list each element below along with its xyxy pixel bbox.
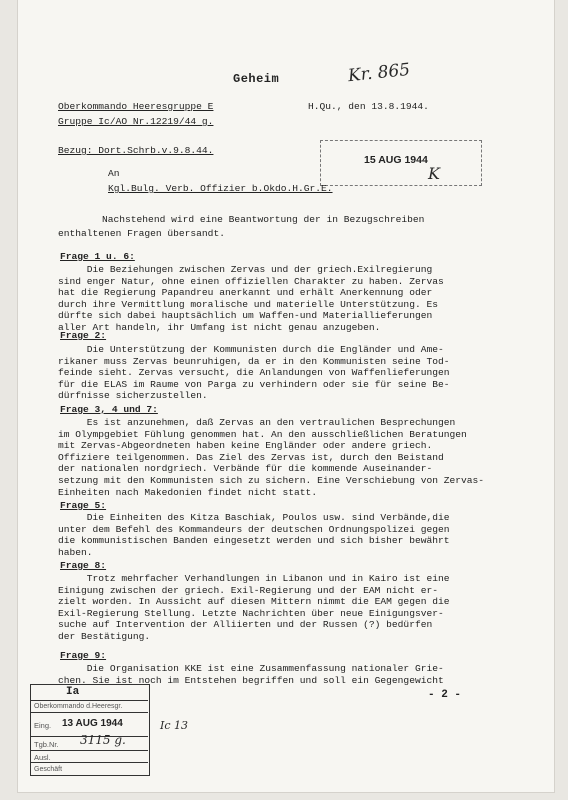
received-stamp-date: 15 AUG 1944 — [364, 154, 428, 166]
registry-org: Oberkommando d.Heeresgr. — [34, 703, 123, 710]
section-heading-6: Frage 9: — [60, 650, 107, 661]
recipient: Kgl.Bulg. Verb. Offizier b.Okdo.H.Gr.E. — [108, 183, 333, 194]
place-date: H.Qu., den 13.8.1944. — [308, 101, 429, 112]
section-3-line: Einheiten nach Makedonien findet nicht statt. — [58, 486, 318, 498]
section-6-line: Die Organisation KKE ist eine Zusammenfassung nationaler Grie- — [58, 663, 444, 674]
an-label: An — [108, 168, 120, 179]
intro-line-1: Nachstehend wird eine Beantwortung der in Bezugschreiben — [102, 214, 425, 225]
section-5-line: Trotz mehrfacher Verhandlungen in Libanon und in Kairo ist eine — [58, 573, 450, 584]
section-5-line: suche auf Intervention der Alliierten und der Russen (?) bedürfen — [58, 619, 433, 631]
section-5-line: zielt worden. In Aussicht auf diesen Mittern nimmt die EAM gegen die — [58, 596, 450, 608]
margin-handwritten-note: Ic 13 — [160, 719, 188, 732]
registry-eing-label: Eing. — [34, 721, 52, 730]
section-body-6 — [58, 663, 444, 686]
section-4-line: haben. — [58, 546, 93, 558]
bezug-line: Bezug: Dort.Schrb.v.9.8.44. — [58, 145, 214, 156]
section-3-line: Offiziere teilgenommen. Das Ziel des Zervas ist, durch den Beistand — [58, 451, 444, 463]
gruppe-line: Gruppe Ic/AO Nr.12219/44 g. — [58, 116, 214, 127]
section-5-line: Einigung zwischen der griech. Exil-Regierung und der EAM nicht er- — [58, 584, 438, 596]
section-body-2 — [58, 344, 450, 402]
handwritten-reference: Kr. 865 — [347, 59, 412, 87]
section-3-line: im Olympgebiet Fühlung genommen hat. An den ausschließlichen Beratungen — [58, 428, 467, 440]
section-2-line: für die ELAS im Raume von Parga zu verhindern oder sie für seine Be- — [58, 378, 450, 390]
section-3-line: der nationalen nordgriech. Verbände für die kommende Auseinander- — [58, 463, 433, 475]
section-5-line: der Bestätigung. — [58, 630, 151, 642]
registry-tgb-label: Tgb.Nr. — [34, 740, 59, 749]
page-number: - 2 - — [428, 689, 462, 701]
section-heading-3: Frage 3, 4 und 7: — [60, 404, 158, 415]
registry-ausl-label: Ausl. — [34, 753, 51, 762]
section-4-line: die kommunistischen Banden eingesetzt werden und sich bisher bewährt — [58, 535, 450, 547]
section-2-line: dürfnisse sicherzustellen. — [58, 390, 208, 402]
section-6-line: chen. Sie ist noch im Entstehen begriffen und soll ein Gegengewicht — [58, 674, 444, 686]
section-1-line: durch ihre Vermittlung moralische und materielle Unterstützung. Es — [58, 298, 438, 310]
section-heading-2: Frage 2: — [60, 330, 107, 341]
section-1-line: Die Beziehungen zwischen Zervas und der griech.Exilregierung — [58, 264, 433, 275]
org-line: Oberkommando Heeresgruppe E — [58, 101, 214, 112]
section-heading-4: Frage 5: — [60, 500, 107, 511]
registry-gesch-label: Geschäft — [34, 766, 63, 773]
classification-title: Geheim — [233, 72, 280, 86]
section-heading-5: Frage 8: — [60, 560, 107, 571]
received-stamp-initials: K — [428, 164, 440, 183]
registry-tgb-value: 3115 g. — [80, 733, 126, 747]
section-2-line: Die Unterstützung der Kommunisten durch die Engländer und Ame- — [58, 344, 444, 355]
section-3-line: setzung mit den Kommunisten sich zu sichern. Eine Verschiebung von Zervas- — [58, 474, 485, 486]
section-body-4 — [58, 512, 450, 558]
section-3-line: mit Zervas-Abgeordneten haben keine Engländer oder andere griech. — [58, 440, 433, 452]
section-1-line: dürfte sich dabei hauptsächlich um Waffen-und Materiallieferungen — [58, 310, 433, 322]
section-3-line: Es ist anzunehmen, daß Zervas an den vertraulichen Besprechungen — [58, 417, 456, 428]
intro-line-2: enthaltenen Fragen übersandt. — [58, 228, 225, 239]
registry-office: Ia — [66, 686, 80, 698]
registry-eing-date: 13 AUG 1944 — [62, 718, 123, 729]
section-4-line: unter dem Befehl des Kommandeurs der deutschen Ordnungspolizei gegen — [58, 523, 450, 535]
section-5-line: Exil-Regierung Stellung. Letzte Nachrichten über neue Einigungsver- — [58, 607, 444, 619]
section-1-line: sind enger Natur, ohne einen offiziellen Charakter zu haben. Zervas — [58, 275, 444, 287]
section-body-1 — [58, 264, 444, 334]
section-1-line: aller Art handeln, ihr Umfang ist nicht genau anzugeben. — [58, 321, 381, 333]
section-body-5 — [58, 573, 450, 643]
section-heading-1: Frage 1 u. 6: — [60, 251, 135, 262]
section-body-3 — [58, 417, 484, 498]
section-2-line: rikaner muss Zervas beunruhigen, da er in den Kommunisten seine Tod- — [58, 355, 450, 367]
section-1-line: hat die Regierung Papandreu anerkannt und erhält Anerkennung oder — [58, 287, 433, 299]
section-4-line: Die Einheiten des Kitza Baschiak, Poulos usw. sind Verbände,die — [58, 512, 450, 523]
section-2-line: feinde sieht. Zervas versucht, die Anlandungen von Waffenlieferungen — [58, 367, 450, 379]
document-page — [18, 0, 554, 792]
